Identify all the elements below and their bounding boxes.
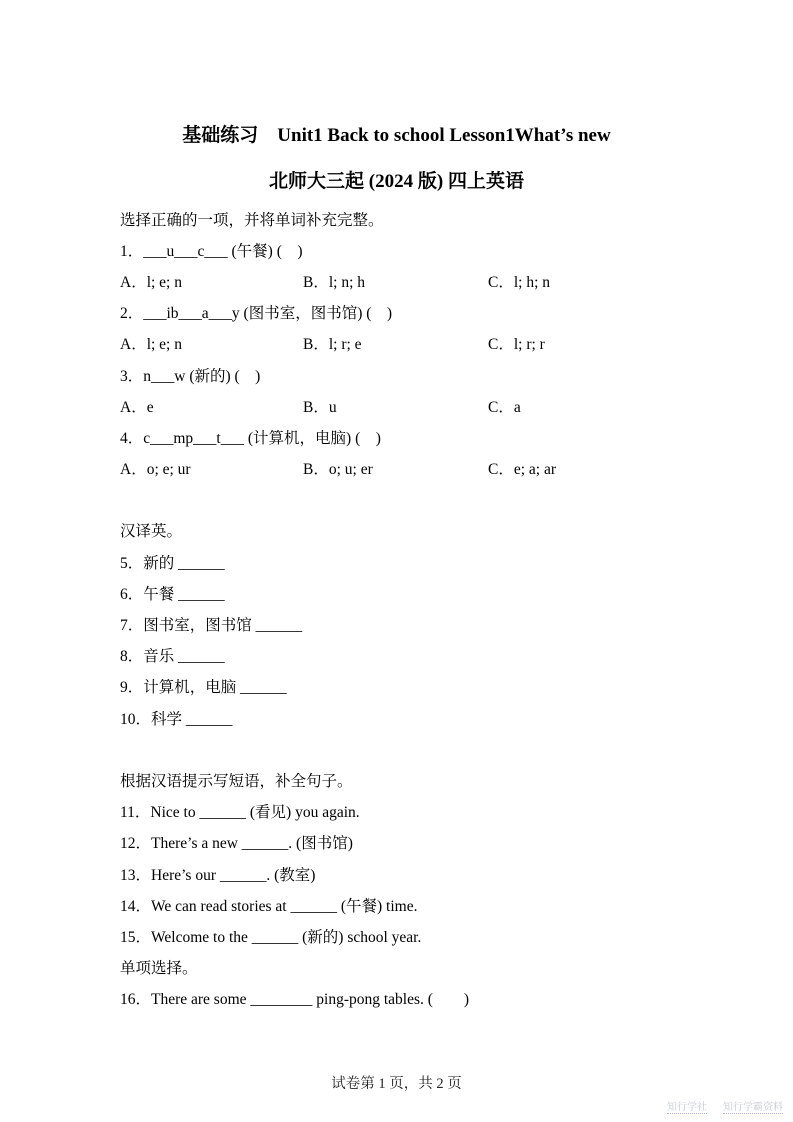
translation-item-7: 7．图书室，图书馆 ______ bbox=[120, 617, 303, 635]
mcq-question-3-options bbox=[120, 390, 700, 421]
single-choice-item-16: 16．There are some ________ ping-pong tables. ( ) bbox=[120, 991, 470, 1009]
phrases-item-12: 12．There’s a new ______. (图书馆) bbox=[120, 835, 353, 853]
phrases-item-13: 13．Here’s our ______. (教室) bbox=[120, 866, 316, 884]
mcq-question-2-options bbox=[120, 328, 700, 359]
option-a: A．e bbox=[120, 398, 154, 416]
option-c: C．e; a; ar bbox=[488, 461, 557, 479]
option-b: B．u bbox=[303, 398, 337, 416]
worksheet-title: 基础练习 Unit1 Back to school Lesson1What’s new bbox=[182, 125, 611, 146]
phrases-item-14: 14．We can read stories at ______ (午餐) time. bbox=[120, 897, 418, 915]
mcq-question-1-options bbox=[120, 265, 700, 296]
worksheet-body bbox=[120, 203, 700, 1014]
phrases-instruction: 根据汉语提示写短语，补全句子。 bbox=[120, 772, 353, 790]
option-b: B．l; r; e bbox=[303, 336, 362, 354]
single-choice-instruction: 单项选择。 bbox=[120, 960, 198, 978]
phrases-item-11: 11．Nice to ______ (看见) you again. bbox=[120, 804, 360, 822]
translation-item-6: 6．午餐 ______ bbox=[120, 585, 225, 603]
translation-item-9: 9．计算机，电脑 ______ bbox=[120, 679, 287, 697]
mcq-question-4-stem: 4．c___mp___t___ (计算机，电脑) ( ) bbox=[120, 429, 381, 447]
watermark-left: 知行学社 bbox=[667, 1098, 707, 1114]
mcq-instruction: 选择正确的一项，并将单词补充完整。 bbox=[120, 211, 384, 229]
option-c: C．l; h; n bbox=[488, 273, 551, 291]
page-number-footer: 试卷第 1 页，共 2 页 bbox=[331, 1076, 462, 1092]
option-c: C．a bbox=[488, 398, 521, 416]
translation-item-10: 10．科学 ______ bbox=[120, 710, 233, 728]
mcq-question-4-options bbox=[120, 453, 700, 484]
section-gap bbox=[120, 484, 700, 515]
option-b: B．l; n; h bbox=[303, 273, 366, 291]
translation-item-5: 5．新的 ______ bbox=[120, 554, 225, 572]
translation-item-8: 8．音乐 ______ bbox=[120, 648, 225, 666]
option-b: B．o; u; er bbox=[303, 461, 373, 479]
mcq-question-2-stem: 2．___ib___a___y (图书室，图书馆) ( ) bbox=[120, 305, 393, 323]
worksheet-header bbox=[0, 122, 793, 196]
mcq-question-3-stem: 3．n___w (新的) ( ) bbox=[120, 367, 261, 385]
option-a: A．l; e; n bbox=[120, 336, 182, 354]
section-gap bbox=[120, 733, 700, 764]
phrases-item-15: 15．Welcome to the ______ (新的) school year. bbox=[120, 928, 422, 946]
option-a: A．l; e; n bbox=[120, 273, 182, 291]
worksheet-subtitle: 北师大三起 (2024 版) 四上英语 bbox=[269, 171, 524, 192]
watermark bbox=[667, 1098, 783, 1114]
option-c: C．l; r; r bbox=[488, 336, 545, 354]
translation-instruction: 汉译英。 bbox=[120, 523, 183, 541]
option-a: A．o; e; ur bbox=[120, 461, 191, 479]
mcq-question-1-stem: 1．___u___c___ (午餐) ( ) bbox=[120, 242, 303, 260]
watermark-right: 知行学霸资料 bbox=[723, 1098, 783, 1114]
